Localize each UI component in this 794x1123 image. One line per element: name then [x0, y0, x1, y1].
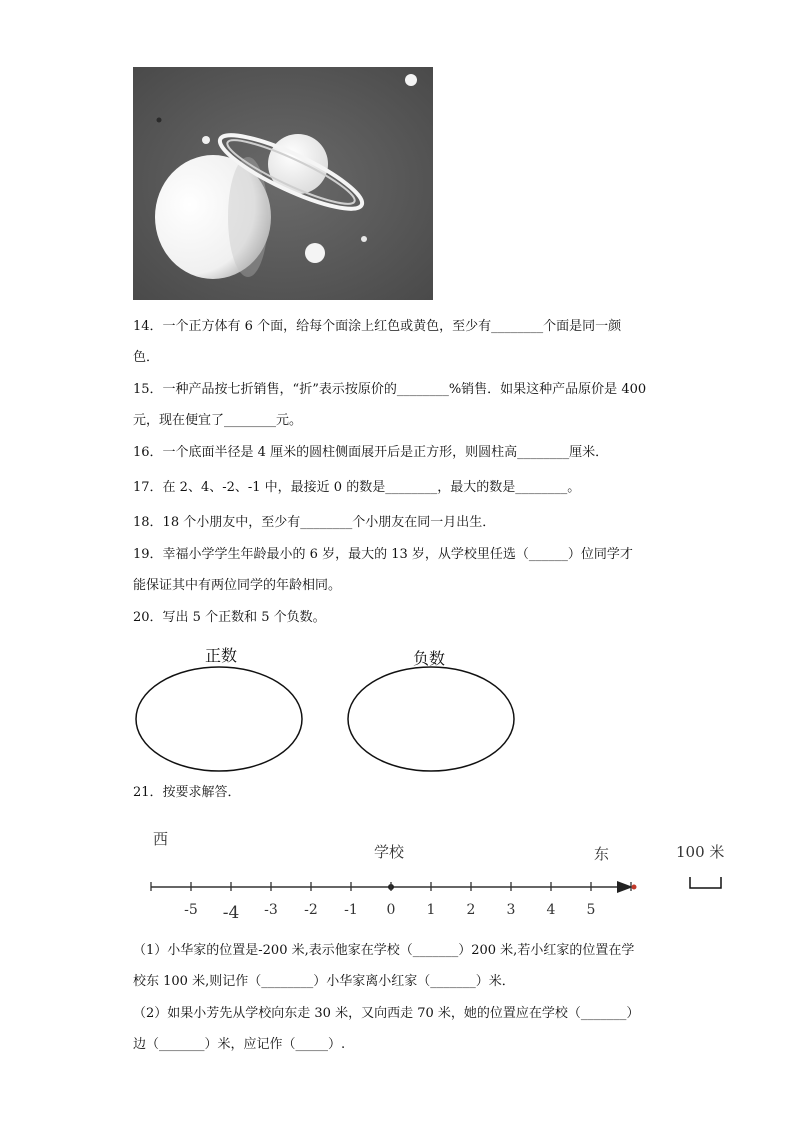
scale-label: 100 米 — [676, 843, 725, 861]
number-ellipses — [133, 665, 523, 773]
scale-bar — [688, 875, 724, 891]
question-19-line-2: 能保证其中有两位同学的年龄相同。 — [133, 578, 342, 593]
question-14-line-2: 色． — [133, 350, 160, 365]
positive-numbers-label: 正数 — [205, 646, 238, 665]
negative-numbers-ellipse[interactable] — [348, 667, 514, 771]
question-18: 18．18 个小朋友中，至少有________个小朋友在同一月出生． — [133, 515, 496, 530]
question-21-part-2-line-1: （2）如果小芳先从学校向东走 30 米，又向西走 70 米，她的位置应在学校（_______） — [133, 1006, 640, 1021]
number-line-tick-label: -5 — [184, 902, 198, 918]
number-line-tick-label: 0 — [386, 902, 396, 918]
planet-photo — [133, 67, 433, 300]
planet-illustration — [133, 67, 433, 300]
question-15-line-2: 元，现在便宜了________元。 — [133, 413, 303, 428]
question-21-part-1-line-2: 校东 100 米,则记作（________）小华家离小红家（_______）米． — [133, 974, 515, 989]
question-21: 21．按要求解答． — [133, 785, 241, 800]
question-16: 16．一个底面半径是 4 厘米的圆柱侧面展开后是正方形，则圆柱高________厘米． — [133, 445, 609, 460]
school-label: 学校 — [374, 843, 405, 861]
question-21-part-1-line-1: （1）小华家的位置是-200 米,表示他家在学校（_______）200 米,若小红家的位置在学 — [133, 943, 635, 958]
number-line-tick-label: -2 — [304, 902, 318, 918]
positive-numbers-ellipse[interactable] — [136, 667, 302, 771]
east-label: 东 — [594, 845, 610, 863]
number-line-tick-label: -4 — [222, 903, 240, 923]
number-line-tick-label: 5 — [586, 902, 596, 918]
question-14-line-1: 14．一个正方体有 6 个面，给每个面涂上红色或黄色，至少有________个面是同一颜 — [133, 319, 622, 334]
question-21-part-2-line-2: 边（_______）米，应记作（_____）. — [133, 1037, 346, 1052]
question-20: 20．写出 5 个正数和 5 个负数。 — [133, 610, 326, 625]
number-line-arrow-tip — [632, 885, 637, 890]
number-line — [145, 870, 645, 930]
question-19-line-1: 19．幸福小学学生年龄最小的 6 岁，最大的 13 岁，从学校里任选（______）位同学才 — [133, 547, 633, 562]
number-line-tick-label: -3 — [264, 902, 278, 918]
number-line-tick-label: 3 — [506, 902, 516, 918]
negative-numbers-label: 负数 — [413, 649, 446, 668]
number-line-tick-label: 1 — [426, 902, 436, 918]
number-line-tick-label: -1 — [344, 902, 358, 918]
west-label: 西 — [153, 830, 169, 848]
question-15-line-1: 15．一种产品按七折销售，“折”表示按原价的________%销售．如果这种产品原价是 400 — [133, 382, 647, 397]
question-17: 17．在 2、4、-2、-1 中，最接近 0 的数是________，最大的数是________。 — [133, 480, 581, 495]
number-line-tick-label: 2 — [466, 902, 476, 918]
number-line-tick-label: 4 — [546, 902, 556, 918]
